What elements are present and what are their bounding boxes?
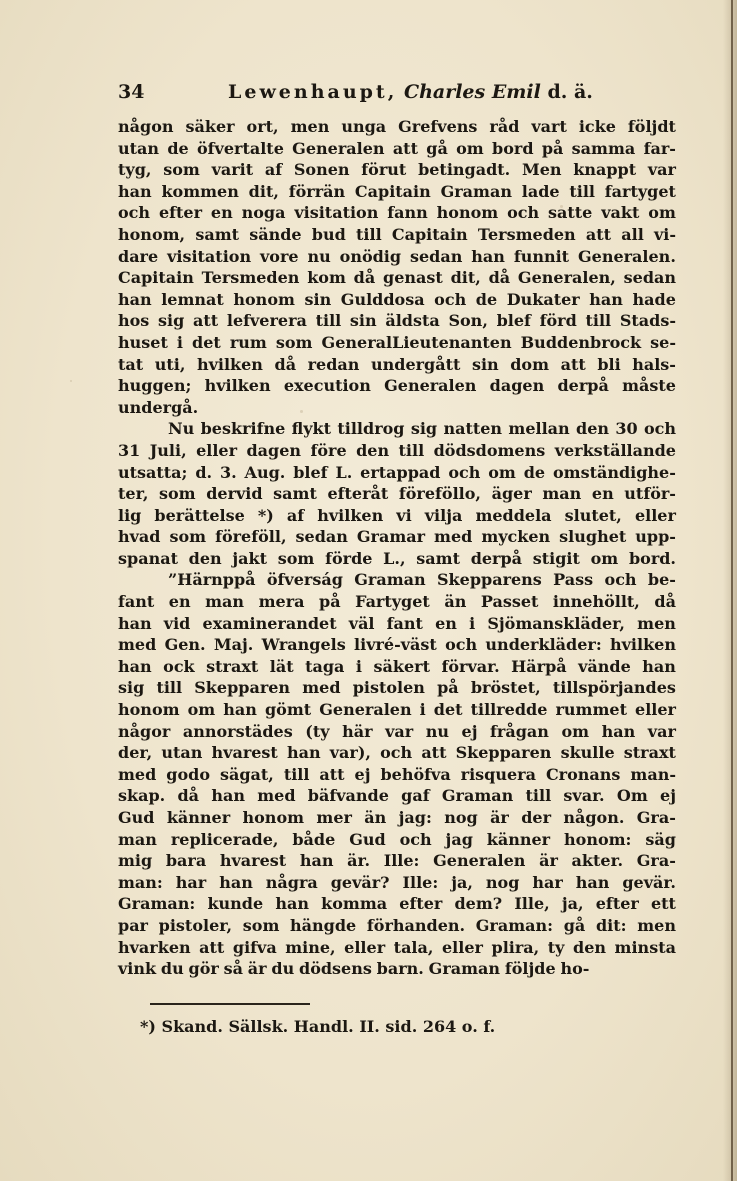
page-edge-line — [731, 0, 733, 1181]
text-line: någor annorstädes (ty här var nu ej frågan om han var — [118, 721, 676, 741]
running-head — [228, 81, 593, 103]
text-line: dare visitation vore nu onödig sedan han funnit Generalen. — [118, 246, 676, 266]
running-head-italic: Charles Emil — [403, 81, 541, 103]
text-line: med Gen. Maj. Wrangels livré-väst och underkläder: hvilken — [118, 635, 676, 655]
text-line: hvarken att gifva mine, eller tala, eller plira, ty den minsta — [118, 937, 676, 957]
body-text — [118, 116, 676, 980]
text-line: ”Härnppå öfverság Graman Skepparens Pass och be- — [168, 570, 676, 590]
text-line: tat uti, hvilken då redan undergått sin dom att bli hals- — [118, 354, 676, 374]
text-line: Capitain Tersmeden kom då genast dit, då Generalen, sedan — [118, 268, 676, 288]
text-line: honom, samt sände bud till Capitain Tersmeden att all vi- — [118, 224, 676, 244]
text-line: der, utan hvarest han var), och att Skepparen skulle straxt — [118, 743, 676, 763]
text-line: sig till Skepparen med pistolen på bröstet, tillspörjandes — [118, 678, 676, 698]
running-head-suffix: d. ä. — [547, 81, 593, 103]
text-line: huset i det rum som GeneralLieutenanten Buddenbrock se- — [118, 332, 676, 352]
text-line: 31 Juli, eller dagen före den till dödsdomens verkställande — [118, 440, 676, 460]
text-line: mig bara hvarest han är. Ille: Generalen är akter. Gra- — [118, 851, 676, 871]
text-line: ter, som dervid samt efteråt föreföllo, äger man en utför- — [118, 484, 676, 504]
text-line: med godo sägat, till att ej behöfva risquera Cronans man- — [118, 764, 676, 784]
text-line: honom om han gömt Generalen i det tillredde rummet eller — [118, 700, 676, 720]
footnote-rule — [150, 1003, 310, 1005]
text-line: han vid examinerandet väl fant en i Sjömanskläder, men — [118, 613, 676, 633]
text-line: undergå. — [118, 397, 199, 417]
text-line: vink du gör så är du dödsens barn. Graman följde ho- — [118, 959, 590, 979]
text-line: man: har han några gevär? Ille: ja, nog har han gevär. — [118, 872, 676, 892]
text-line: utsatta; d. 3. Aug. blef L. ertappad och om de omständighe- — [118, 462, 676, 482]
text-line: hvad som föreföll, sedan Gramar med mycken slughet upp- — [118, 527, 676, 547]
text-line: tyg, som varit af Sonen förut betingadt. Men knappt var — [118, 160, 676, 180]
text-line: lig berättelse *) af hvilken vi vilja meddela slutet, eller — [118, 505, 676, 525]
text-line: Nu beskrifne flykt tilldrog sig natten mellan den 30 och — [168, 419, 676, 439]
text-line: utan de öfvertalte Generalen att gå om bord på samma far- — [118, 138, 676, 158]
page-number: 34 — [118, 81, 145, 103]
text-line: någon säker ort, men unga Grefvens råd vart icke följdt — [118, 117, 676, 136]
text-line: skap. då han med bäfvande gaf Graman till svar. Om ej — [118, 786, 676, 806]
text-line: han lemnat honom sin Gulddosa och de Dukater han hade — [118, 289, 676, 309]
paper-speck — [70, 380, 72, 382]
text-line: spanat den jakt som förde L., samt derpå stigit om bord. — [118, 548, 676, 568]
text-line: huggen; hvilken execution Generalen dagen derpå måste — [118, 376, 676, 396]
running-head-name: Lewenhaupt, — [228, 81, 398, 103]
footnote: *) Skand. Sällsk. Handl. II. sid. 264 o. f. — [140, 1017, 496, 1036]
text-line: Gud känner honom mer än jag: nog är der någon. Gra- — [118, 808, 676, 827]
text-line: par pistoler, som hängde förhanden. Graman: gå dit: men — [118, 915, 676, 935]
text-line: och efter en noga visitation fann honom och satte vakt om — [118, 203, 676, 223]
text-line: han kommen dit, förrän Capitain Graman lade till fartyget — [118, 181, 676, 201]
text-line: han ock straxt lät taga i säkert förvar. Härpå vände han — [118, 656, 676, 676]
text-line: fant en man mera på Fartyget än Passet innehöllt, då — [118, 592, 676, 612]
text-line: hos sig att lefverera till sin äldsta Son, blef förd till Stads- — [118, 311, 676, 331]
page-edge-shadow — [723, 0, 737, 1181]
text-line: Graman: kunde han komma efter dem? Ille, ja, efter ett — [118, 894, 676, 914]
text-line: man replicerade, både Gud och jag känner honom: säg — [118, 829, 676, 849]
page-header — [118, 81, 593, 109]
